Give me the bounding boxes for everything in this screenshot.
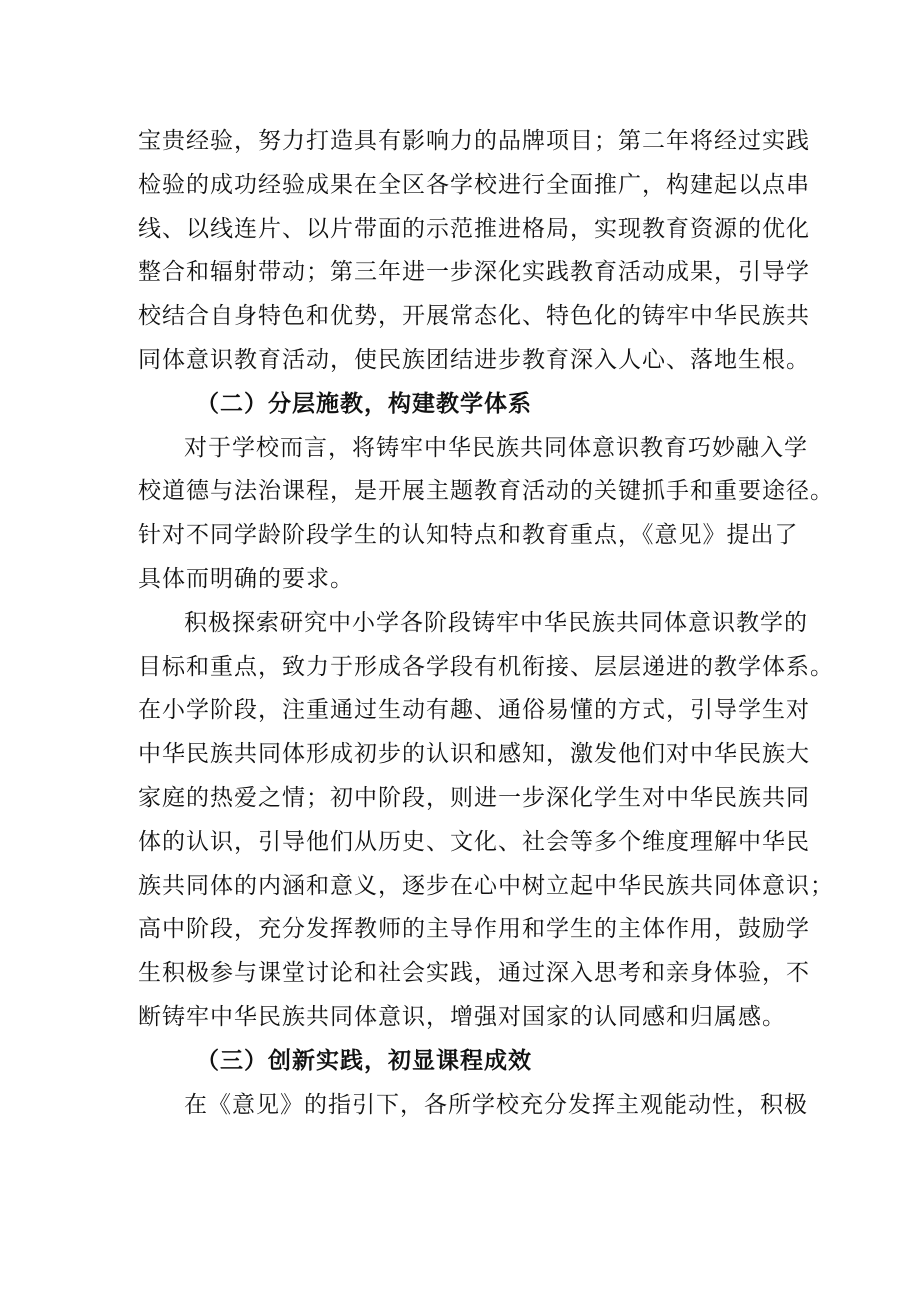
document-body: [138, 120, 834, 1127]
text-line: 整合和辐射带动；第三年进一步深化实践教育活动成果，引导学: [138, 259, 810, 286]
text-line: 目标和重点，致力于形成各学段有机衔接、层层递进的教学体系。: [138, 653, 834, 680]
text-line: 在《意见》的指引下，各所学校充分发挥主观能动性，积极: [184, 1091, 808, 1118]
text-line: 在小学阶段，注重通过生动有趣、通俗易懂的方式，引导学生对: [138, 697, 810, 724]
text-line: 校道德与法治课程，是开展主题教育活动的关键抓手和重要途径。: [138, 478, 834, 505]
text-line: 同体意识教育活动，使民族团结进步教育深入人心、落地生根。: [138, 346, 810, 373]
section-heading: （三）创新实践，初显课程成效: [196, 1047, 532, 1074]
text-line: 对于学校而言，将铸牢中华民族共同体意识教育巧妙融入学: [184, 434, 808, 461]
text-line: 宝贵经验，努力打造具有影响力的品牌项目；第二年将经过实践: [138, 128, 810, 154]
text-line: 针对不同学龄阶段学生的认知特点和教育重点，《意见》提出了: [138, 522, 799, 549]
section-heading: （二）分层施教，构建教学体系: [196, 390, 532, 417]
text-line: 高中阶段，充分发挥教师的主导作用和学生的主体作用，鼓励学: [138, 916, 810, 943]
text-line: 族共同体的内涵和意义，逐步在心中树立起中华民族共同体意识；: [138, 872, 834, 899]
text-line: 生积极参与课堂讨论和社会实践，通过深入思考和亲身体验，不: [138, 960, 810, 987]
text-line: 中华民族共同体形成初步的认识和感知，激发他们对中华民族大: [138, 741, 810, 768]
text-line: 具体而明确的要求。: [138, 565, 354, 592]
text-line: 体的认识，引导他们从历史、文化、社会等多个维度理解中华民: [138, 828, 810, 855]
text-line: 家庭的热爱之情；初中阶段，则进一步深化学生对中华民族共同: [138, 784, 810, 811]
text-line: 线、以线连片、以片带面的示范推进格局，实现教育资源的优化: [138, 215, 810, 242]
text-line: 校结合自身特色和优势，开展常态化、特色化的铸牢中华民族共: [138, 303, 810, 330]
text-line: 检验的成功经验成果在全区各学校进行全面推广，构建起以点串: [138, 171, 810, 198]
text-line: 断铸牢中华民族共同体意识，增强对国家的认同感和归属感。: [138, 1003, 786, 1030]
text-line: 积极探索研究中小学各阶段铸牢中华民族共同体意识教学的: [184, 609, 808, 636]
